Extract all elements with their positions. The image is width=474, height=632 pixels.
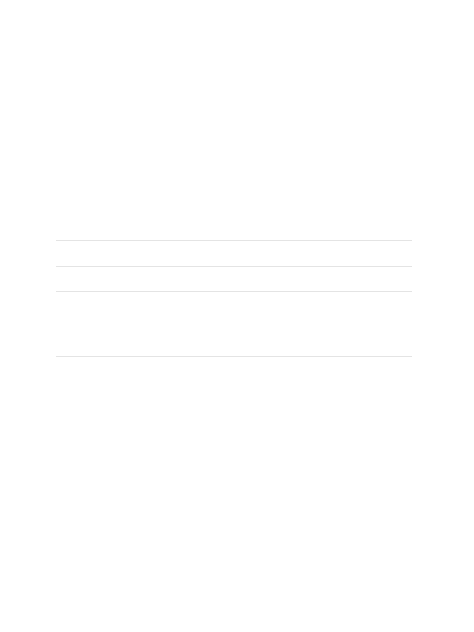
table-divider	[56, 240, 412, 241]
pronouns-paragraph	[56, 323, 426, 334]
table-divider	[56, 266, 412, 267]
past-paragraph	[56, 172, 426, 205]
table-divider	[56, 356, 412, 357]
table-divider	[56, 291, 412, 292]
